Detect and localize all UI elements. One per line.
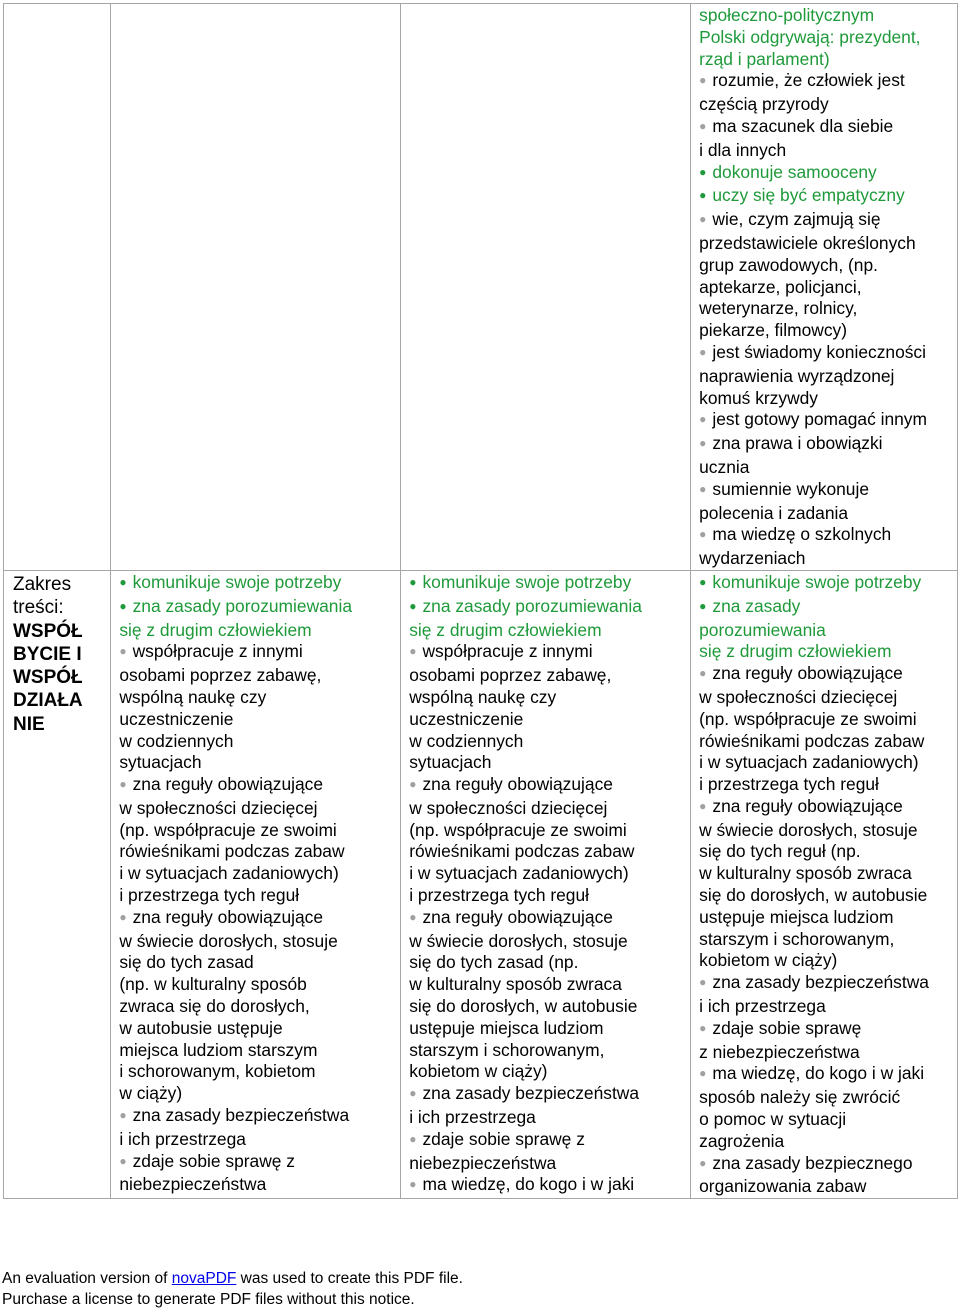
- line-text: zwraca się do dorosłych,: [119, 996, 310, 1017]
- notice-text: was used to create this PDF file.: [236, 1270, 463, 1287]
- line-text: i ich przestrzega: [409, 1107, 536, 1128]
- bullet-item: [409, 641, 687, 665]
- line-text: się z drugim człowiekiem: [409, 619, 602, 640]
- line-text: wspólną naukę czy: [409, 686, 557, 707]
- text-line: [699, 1109, 954, 1131]
- text-line: [119, 1174, 397, 1196]
- text-line: [699, 709, 954, 731]
- zakres-line: DZIAŁA: [13, 690, 83, 712]
- line-text: uczy się być empatyczny: [712, 185, 905, 206]
- line-text: wydarzeniach: [699, 548, 806, 569]
- bullet-icon: ●: [699, 975, 707, 990]
- line-text: zdaje sobie sprawę: [712, 1017, 862, 1038]
- table-cell-top-col4: [691, 4, 958, 571]
- bullet-item: [409, 774, 687, 798]
- text-line: [119, 996, 397, 1018]
- line-text: się do tych zasad (np.: [409, 952, 579, 973]
- bullet-item: [119, 572, 397, 596]
- zakres-line: BYCIE I: [13, 643, 82, 665]
- line-text: komunikuje swoje potrzeby: [422, 571, 632, 592]
- line-text: uczestniczenie: [409, 708, 524, 729]
- line-text: zna zasady bezpieczeństwa: [422, 1083, 640, 1104]
- text-line: [699, 503, 954, 525]
- line-text: (np. współpracuje ze swoimi: [119, 819, 337, 840]
- line-text: polecenia i zadania: [699, 502, 849, 523]
- bullet-item: [699, 663, 954, 687]
- text-line: [699, 27, 954, 49]
- bullet-icon: ●: [119, 598, 127, 613]
- table-cell-col3: [401, 570, 691, 1198]
- bullet-item: [699, 162, 954, 186]
- zakres-line: WSPÓŁ: [13, 620, 83, 642]
- line-text: zna zasady porozumiewania: [422, 595, 642, 616]
- line-text: ma wiedzę o szkolnych: [712, 524, 892, 545]
- line-text: zna zasady: [712, 595, 801, 616]
- table-cell-col4: [691, 570, 958, 1198]
- line-text: zna zasady bezpiecznego: [712, 1152, 913, 1173]
- curriculum-table: [3, 3, 958, 1199]
- text-line: [699, 94, 954, 116]
- bullet-item: [699, 70, 954, 94]
- bullet-item: [699, 209, 954, 233]
- text-line: [699, 752, 954, 774]
- bullet-item: [699, 1153, 954, 1177]
- bullet-item: [119, 774, 397, 798]
- text-line: [119, 974, 397, 996]
- line-text: i w sytuacjach zadaniowych): [119, 863, 339, 884]
- line-text: w społeczności dziecięcej: [119, 797, 318, 818]
- line-text: zna zasady bezpieczeństwa: [132, 1105, 350, 1126]
- line-text: zna reguły obowiązujące: [422, 774, 613, 795]
- table-cell-col2: [111, 570, 401, 1198]
- bullet-icon: ●: [699, 188, 707, 203]
- text-line: [119, 1083, 397, 1105]
- line-text: współpracuje z innymi: [422, 641, 593, 662]
- table-cell-empty: [4, 4, 111, 571]
- line-text: aptekarze, policjanci,: [699, 276, 862, 297]
- bullet-icon: ●: [699, 798, 707, 813]
- text-line: [119, 752, 397, 774]
- bullet-item: [699, 185, 954, 209]
- bullet-item: [699, 796, 954, 820]
- line-text: porozumiewania: [699, 619, 826, 640]
- text-line: [409, 996, 687, 1018]
- line-text: Polski odgrywają: prezydent,: [699, 26, 921, 47]
- text-line: [699, 929, 954, 951]
- line-text: i schorowanym, kobietom: [119, 1061, 316, 1082]
- bullet-item: [119, 596, 397, 620]
- text-line: [699, 885, 954, 907]
- text-line: [409, 687, 687, 709]
- line-text: ustępuje miejsca ludziom: [699, 906, 894, 927]
- notice-line-1: [2, 1268, 463, 1289]
- bullet-icon: ●: [119, 574, 127, 589]
- text-line: [119, 820, 397, 842]
- bullet-icon: ●: [699, 598, 707, 613]
- table-cell-empty: [111, 4, 401, 571]
- text-line: [409, 841, 687, 863]
- text-line: [409, 1107, 687, 1129]
- text-line: [409, 752, 687, 774]
- line-text: zagrożenia: [699, 1130, 785, 1151]
- line-text: komunikuje swoje potrzeby: [712, 571, 922, 592]
- text-line: [699, 687, 954, 709]
- text-line: [409, 709, 687, 731]
- line-text: zna reguły obowiązujące: [712, 663, 903, 684]
- bullet-item: [119, 907, 397, 931]
- text-line: [699, 996, 954, 1018]
- line-text: częścią przyrody: [699, 94, 829, 115]
- line-text: organizowania zabaw: [699, 1176, 867, 1197]
- line-text: z niebezpieczeństwa: [699, 1041, 860, 1062]
- line-text: w codziennych: [119, 730, 234, 751]
- text-line: [699, 233, 954, 255]
- bullet-item: [699, 972, 954, 996]
- text-line: [699, 820, 954, 842]
- text-line: [119, 620, 397, 642]
- text-line: [119, 1061, 397, 1083]
- bullet-item: [699, 342, 954, 366]
- line-text: sposób należy się zwrócić: [699, 1087, 901, 1108]
- line-text: sytuacjach: [119, 752, 202, 773]
- line-text: i dla innych: [699, 139, 787, 160]
- text-line: [409, 863, 687, 885]
- bullet-icon: ●: [699, 118, 707, 133]
- line-text: się do tych reguł (np.: [699, 841, 861, 862]
- bullet-item: [699, 409, 954, 433]
- zakres-line: WSPÓŁ: [13, 667, 83, 689]
- cell-content: [691, 4, 957, 570]
- text-line: [699, 1087, 954, 1109]
- text-line: [409, 665, 687, 687]
- text-line: [119, 1129, 397, 1151]
- line-text: jest gotowy pomagać innym: [712, 409, 927, 430]
- evaluation-notice: [2, 1268, 463, 1310]
- zakres-line: Zakres: [13, 573, 72, 595]
- line-text: (np. w kulturalny sposób: [119, 974, 307, 995]
- zakres-line: treści:: [13, 597, 64, 619]
- bullet-icon: ●: [699, 527, 707, 542]
- bullet-item: [119, 1151, 397, 1175]
- bullet-icon: ●: [409, 1131, 417, 1146]
- text-line: [699, 907, 954, 929]
- line-text: kobietom w ciąży): [409, 1061, 548, 1082]
- line-text: i ich przestrzega: [699, 996, 826, 1017]
- bullet-item: [409, 1129, 687, 1153]
- line-text: w kulturalny sposób zwraca: [409, 974, 622, 995]
- table-row: [4, 570, 958, 1198]
- line-text: wspólną naukę czy: [119, 686, 267, 707]
- bullet-item: [119, 1105, 397, 1129]
- bullet-item: [699, 116, 954, 140]
- table-row: [4, 4, 958, 571]
- bullet-item: [699, 524, 954, 548]
- line-text: rówieśnikami podczas zabaw: [409, 841, 635, 862]
- line-text: zna reguły obowiązujące: [422, 906, 613, 927]
- text-line: [699, 366, 954, 388]
- line-text: starszym i schorowanym,: [409, 1039, 605, 1060]
- text-line: [119, 841, 397, 863]
- bullet-icon: ●: [699, 436, 707, 451]
- line-text: miejsca ludziom starszym: [119, 1039, 318, 1060]
- line-text: uczestniczenie: [119, 708, 234, 729]
- line-text: grup zawodowych, (np.: [699, 254, 878, 275]
- bullet-icon: ●: [699, 574, 707, 589]
- line-text: w świecie dorosłych, stosuje: [699, 819, 918, 840]
- line-text: rówieśnikami podczas zabaw: [699, 730, 925, 751]
- bullet-icon: ●: [699, 1155, 707, 1170]
- cell-content: [401, 571, 690, 1198]
- novapdf-link[interactable]: novaPDF: [171, 1270, 237, 1287]
- line-text: dokonuje samooceny: [712, 161, 877, 182]
- line-text: piekarze, filmowcy): [699, 320, 847, 341]
- bullet-icon: ●: [699, 212, 707, 227]
- bullet-item: [699, 479, 954, 503]
- bullet-icon: ●: [409, 909, 417, 924]
- text-line: [409, 1153, 687, 1175]
- bullet-icon: ●: [699, 481, 707, 496]
- line-text: współpracuje z innymi: [132, 641, 303, 662]
- text-line: [119, 885, 397, 907]
- bullet-icon: ●: [119, 644, 127, 659]
- bullet-icon: ●: [409, 777, 417, 792]
- bullet-icon: ●: [119, 1153, 127, 1168]
- bullet-icon: ●: [119, 1108, 127, 1123]
- bullet-item: [119, 641, 397, 665]
- line-text: ucznia: [699, 456, 750, 477]
- line-text: o pomoc w sytuacji: [699, 1109, 847, 1130]
- text-line: [699, 320, 954, 342]
- line-text: się do dorosłych, w autobusie: [699, 885, 928, 906]
- line-text: w ciąży): [119, 1083, 183, 1104]
- zakres-line: NIE: [13, 713, 45, 735]
- text-line: [699, 1176, 954, 1198]
- line-text: i przestrzega tych reguł: [409, 885, 590, 906]
- line-text: komuś krzywdy: [699, 387, 818, 408]
- line-text: niebezpieczeństwa: [119, 1174, 267, 1195]
- text-line: [699, 1042, 954, 1064]
- bullet-item: [409, 572, 687, 596]
- line-text: kobietom w ciąży): [699, 950, 838, 971]
- bullet-item: [409, 907, 687, 931]
- bullet-icon: ●: [119, 777, 127, 792]
- text-line: [409, 931, 687, 953]
- line-text: osobami poprzez zabawę,: [119, 665, 322, 686]
- bullet-icon: ●: [409, 598, 417, 613]
- line-text: wie, czym zajmują się: [712, 209, 881, 230]
- line-text: (np. współpracuje ze swoimi: [699, 708, 917, 729]
- bullet-icon: ●: [699, 73, 707, 88]
- text-line: [699, 140, 954, 162]
- bullet-item: [699, 596, 954, 620]
- bullet-icon: ●: [409, 644, 417, 659]
- line-text: jest świadomy konieczności: [712, 341, 926, 362]
- text-line: [409, 974, 687, 996]
- line-text: w świecie dorosłych, stosuje: [409, 930, 628, 951]
- line-text: zna reguły obowiązujące: [712, 795, 903, 816]
- line-text: w społeczności dziecięcej: [699, 686, 898, 707]
- line-text: i przestrzega tych reguł: [119, 885, 300, 906]
- bullet-icon: ●: [119, 909, 127, 924]
- line-text: zna reguły obowiązujące: [132, 774, 324, 795]
- text-line: [119, 709, 397, 731]
- text-line: [119, 665, 397, 687]
- line-text: i przestrzega tych reguł: [699, 774, 879, 795]
- line-text: przedstawiciele określonych: [699, 232, 916, 253]
- bullet-icon: ●: [699, 1020, 707, 1035]
- line-text: sumiennie wykonuje: [712, 478, 869, 499]
- line-text: weterynarze, rolnicy,: [699, 298, 858, 319]
- table-cell-empty: [401, 4, 691, 571]
- table-cell-zakres: [4, 570, 111, 1198]
- text-line: [119, 931, 397, 953]
- text-line: [699, 863, 954, 885]
- text-line: [119, 1040, 397, 1062]
- line-text: komunikuje swoje potrzeby: [132, 571, 342, 592]
- text-line: [699, 641, 954, 663]
- text-line: [699, 774, 954, 796]
- text-line: [409, 1061, 687, 1083]
- bullet-item: [409, 1174, 687, 1198]
- cell-content: [691, 571, 957, 1198]
- text-line: [699, 49, 954, 71]
- text-line: [699, 457, 954, 479]
- text-line: [699, 255, 954, 277]
- line-text: osobami poprzez zabawę,: [409, 665, 612, 686]
- line-text: i ich przestrzega: [119, 1128, 246, 1149]
- line-text: ma szacunek dla siebie: [712, 115, 894, 136]
- line-text: w autobusie ustępuje: [119, 1017, 283, 1038]
- line-text: zna prawa i obowiązki: [712, 433, 883, 454]
- bullet-icon: ●: [409, 574, 417, 589]
- bullet-item: [409, 1083, 687, 1107]
- text-line: [119, 952, 397, 974]
- text-line: [409, 1018, 687, 1040]
- line-text: naprawienia wyrządzonej: [699, 365, 895, 386]
- text-line: [699, 548, 954, 570]
- line-text: niebezpieczeństwa: [409, 1152, 557, 1173]
- line-text: w świecie dorosłych, stosuje: [119, 930, 338, 951]
- line-text: w codziennych: [409, 730, 524, 751]
- line-text: zna zasady porozumiewania: [132, 595, 353, 616]
- line-text: rząd i parlament): [699, 48, 830, 69]
- bullet-icon: ●: [699, 344, 707, 359]
- line-text: zna zasady bezpieczeństwa: [712, 972, 929, 993]
- line-text: się do tych zasad: [119, 952, 254, 973]
- line-text: i w sytuacjach zadaniowych): [699, 752, 919, 773]
- line-text: rozumie, że człowiek jest: [712, 70, 905, 91]
- bullet-item: [699, 1018, 954, 1042]
- line-text: w społeczności dziecięcej: [409, 797, 608, 818]
- text-line: [119, 798, 397, 820]
- text-line: [119, 687, 397, 709]
- line-text: zdaje sobie sprawę z: [132, 1150, 295, 1171]
- text-line: [699, 950, 954, 972]
- line-text: ma wiedzę, do kogo i w jaki: [422, 1174, 635, 1195]
- line-text: starszym i schorowanym,: [699, 928, 895, 949]
- text-line: [409, 731, 687, 753]
- text-line: [409, 1040, 687, 1062]
- text-line: [409, 952, 687, 974]
- line-text: społeczno-politycznym: [699, 5, 875, 25]
- text-line: [699, 388, 954, 410]
- bullet-item: [699, 1063, 954, 1087]
- text-line: [119, 1018, 397, 1040]
- line-text: zna reguły obowiązujące: [132, 906, 324, 927]
- text-line: [409, 885, 687, 907]
- line-text: sytuacjach: [409, 752, 492, 773]
- line-text: zdaje sobie sprawę z: [422, 1128, 585, 1149]
- text-line: [409, 798, 687, 820]
- bullet-icon: ●: [699, 164, 707, 179]
- bullet-item: [699, 433, 954, 457]
- line-text: się z drugim człowiekiem: [699, 641, 892, 662]
- line-text: i w sytuacjach zadaniowych): [409, 863, 629, 884]
- text-line: [699, 298, 954, 320]
- cell-content: [111, 571, 400, 1196]
- line-text: w kulturalny sposób zwraca: [699, 863, 912, 884]
- line-text: się do dorosłych, w autobusie: [409, 996, 638, 1017]
- line-text: rówieśnikami podczas zabaw: [119, 841, 345, 862]
- text-line: [699, 731, 954, 753]
- text-line: [119, 863, 397, 885]
- text-line: [699, 620, 954, 642]
- line-text: ma wiedzę, do kogo i w jaki: [712, 1063, 925, 1084]
- notice-text: An evaluation version of: [2, 1270, 172, 1287]
- bullet-item: [699, 572, 954, 596]
- line-text: się z drugim człowiekiem: [119, 619, 312, 640]
- text-line: [699, 1131, 954, 1153]
- bullet-icon: ●: [409, 1086, 417, 1101]
- bullet-item: [409, 596, 687, 620]
- bullet-icon: ●: [699, 666, 707, 681]
- text-line: [699, 5, 954, 27]
- text-line: [409, 620, 687, 642]
- bullet-icon: ●: [699, 1066, 707, 1081]
- bullet-icon: ●: [699, 412, 707, 427]
- notice-line-2: Purchase a license to generate PDF files without this notice.: [2, 1291, 415, 1308]
- zakres-heading: [4, 571, 110, 736]
- text-line: [409, 820, 687, 842]
- line-text: (np. współpracuje ze swoimi: [409, 819, 627, 840]
- bullet-icon: ●: [409, 1177, 417, 1192]
- text-line: [699, 841, 954, 863]
- line-text: ustępuje miejsca ludziom: [409, 1017, 604, 1038]
- text-line: [699, 277, 954, 299]
- text-line: [119, 731, 397, 753]
